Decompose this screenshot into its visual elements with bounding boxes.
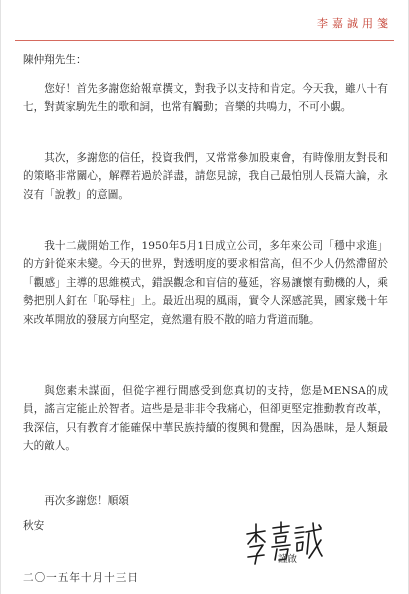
letterhead-title: 李嘉誠用箋 <box>317 17 392 30</box>
paragraph-4: 與您素未謀面，但從字裡行間感受到您真切的支持，您是MENSA的成員，謠言定能止於智者。這些是是非非令我痛心，但卻更堅定推動教育改革，我深信，只有教育才能確保中華民族持續的復興和覺醒，因為愚昧，是人類最大的敵人。 <box>23 385 388 453</box>
closing-wish: 秋安 <box>23 520 45 532</box>
letterhead-rule <box>15 40 394 41</box>
paragraph-3: 我十二歲開始工作，1950年5月1日成立公司，多年來公司「穩中求進」的方針從來未變。今天的世界，對透明度的要求相當高，但不少人仍然滯留於「觀感」主導的思維模式，錯誤觀念和盲信的蔓延，容易讓懷有動機的人，乘勢把別人釘在「恥辱柱」上。最近出現的風雨，實令人深感詫異，國家幾十年來改革開放的發展方向堅定，竟然還有股不散的暗力背道而馳。 <box>23 240 388 326</box>
paragraph-1: 您好！首先多謝您給報章撰文，對我予以支持和肯定。今天我，雖八十有七，對黃家駒先生的歌和詞，也常有觸動；音樂的共鳴力，不可小覷。 <box>23 83 388 114</box>
paragraph-2: 其次，多謝您的信任，投資我們，又常常參加股東會，有時像朋友對長和的策略非常關心，解釋若過於詳盡，請您見諒，我自己最怕別人長篇大論，永沒有「說教」的意圖。 <box>23 152 388 201</box>
signature-suffix: 謹啟 <box>278 554 298 565</box>
letter-date: 二〇一五年十月十三日 <box>23 572 139 584</box>
salutation: 陳仲翔先生： <box>23 54 87 66</box>
closing-line: 再次多謝您！順頌 <box>44 495 129 507</box>
